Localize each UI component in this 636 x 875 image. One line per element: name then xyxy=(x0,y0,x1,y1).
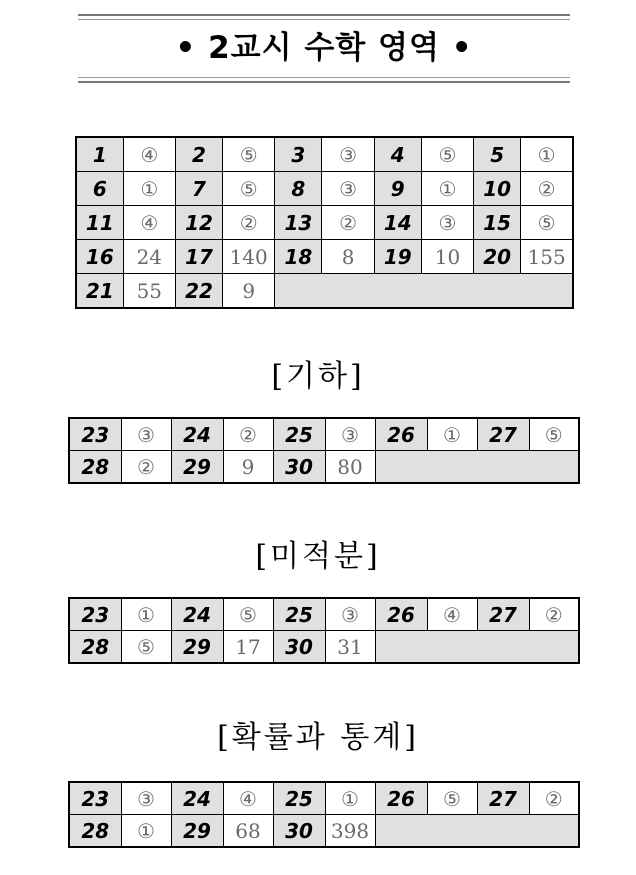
question-number: 20 xyxy=(474,240,521,274)
answer-value: ② xyxy=(223,418,273,451)
question-number: 30 xyxy=(273,451,325,484)
question-number: 21 xyxy=(76,274,123,309)
common-answer-table xyxy=(75,136,574,309)
answer-value: ③ xyxy=(325,418,375,451)
answer-value: 140 xyxy=(223,240,275,274)
answer-value: ⑤ xyxy=(427,782,477,815)
answer-value: ⑤ xyxy=(223,172,275,206)
answer-value: ④ xyxy=(427,598,477,631)
answer-value: ⑤ xyxy=(529,418,579,451)
question-number: 12 xyxy=(175,206,222,240)
question-number: 13 xyxy=(275,206,322,240)
answer-value: 8 xyxy=(322,240,374,274)
answer-value: ① xyxy=(427,418,477,451)
calculus-answer-table xyxy=(68,597,580,664)
answer-value: 9 xyxy=(223,274,275,309)
page-title: • 2교시 수학 영역 • xyxy=(175,30,473,66)
question-number: 23 xyxy=(69,598,121,631)
geometry-answer-table xyxy=(68,417,580,484)
answer-value: ① xyxy=(121,815,171,848)
answer-value: ① xyxy=(521,137,573,172)
question-number: 14 xyxy=(374,206,421,240)
answer-value: 31 xyxy=(325,631,375,664)
question-number: 26 xyxy=(375,598,427,631)
title-box xyxy=(78,14,570,84)
question-number: 24 xyxy=(171,418,223,451)
question-number: 1 xyxy=(76,137,123,172)
question-number: 5 xyxy=(474,137,521,172)
question-number: 4 xyxy=(374,137,421,172)
question-number: 24 xyxy=(171,598,223,631)
answer-value: ⑤ xyxy=(421,137,473,172)
answer-value: 80 xyxy=(325,451,375,484)
table-row xyxy=(76,137,573,172)
answer-value: 10 xyxy=(421,240,473,274)
question-number: 15 xyxy=(474,206,521,240)
question-number: 7 xyxy=(175,172,222,206)
answer-value: ① xyxy=(121,598,171,631)
question-number: 9 xyxy=(374,172,421,206)
question-number: 6 xyxy=(76,172,123,206)
question-number: 30 xyxy=(273,631,325,664)
empty-cell xyxy=(375,451,579,484)
question-number: 27 xyxy=(477,782,529,815)
answer-value: ⑤ xyxy=(121,631,171,664)
question-number: 28 xyxy=(69,631,121,664)
answer-value: ④ xyxy=(123,206,175,240)
answer-value: ③ xyxy=(121,418,171,451)
answer-value: ① xyxy=(325,782,375,815)
answer-value: 17 xyxy=(223,631,273,664)
question-number: 27 xyxy=(477,418,529,451)
question-number: 26 xyxy=(375,418,427,451)
question-number: 11 xyxy=(76,206,123,240)
title-rule-bottom xyxy=(78,81,570,83)
answer-value: ② xyxy=(529,782,579,815)
question-number: 3 xyxy=(275,137,322,172)
answer-value: ③ xyxy=(322,137,374,172)
table-row xyxy=(76,274,573,309)
question-number: 27 xyxy=(477,598,529,631)
question-number: 23 xyxy=(69,418,121,451)
answer-value: ③ xyxy=(421,206,473,240)
answer-value: 68 xyxy=(223,815,273,848)
table-row xyxy=(69,782,579,815)
geometry-heading: [기하] xyxy=(271,359,365,394)
table-row xyxy=(69,418,579,451)
question-number: 18 xyxy=(275,240,322,274)
answer-value: ⑤ xyxy=(223,598,273,631)
empty-cell xyxy=(375,631,579,664)
calculus-heading: [미적분] xyxy=(255,539,381,574)
answer-value: ⑤ xyxy=(521,206,573,240)
question-number: 28 xyxy=(69,815,121,848)
question-number: 29 xyxy=(171,815,223,848)
question-number: 17 xyxy=(175,240,222,274)
answer-value: ③ xyxy=(121,782,171,815)
question-number: 25 xyxy=(273,418,325,451)
answer-value: ② xyxy=(121,451,171,484)
statistics-heading: [확률과 통계] xyxy=(217,720,419,755)
question-number: 29 xyxy=(171,451,223,484)
answer-value: 9 xyxy=(223,451,273,484)
table-row xyxy=(76,172,573,206)
question-number: 22 xyxy=(175,274,222,309)
answer-value: 24 xyxy=(123,240,175,274)
answer-value: ③ xyxy=(322,172,374,206)
answer-value: 55 xyxy=(123,274,175,309)
table-row xyxy=(69,815,579,848)
question-number: 24 xyxy=(171,782,223,815)
answer-value: ④ xyxy=(123,137,175,172)
question-number: 2 xyxy=(175,137,222,172)
table-row xyxy=(76,240,573,274)
question-number: 19 xyxy=(374,240,421,274)
table-row xyxy=(69,631,579,664)
answer-value: ② xyxy=(322,206,374,240)
title-rule-top xyxy=(78,14,570,16)
title-rule-top-thin xyxy=(78,19,570,20)
question-number: 25 xyxy=(273,598,325,631)
title-rule-bottom-thin xyxy=(78,77,570,78)
empty-cell xyxy=(275,274,573,309)
answer-value: ③ xyxy=(325,598,375,631)
question-number: 30 xyxy=(273,815,325,848)
empty-cell xyxy=(375,815,579,848)
answer-value: ② xyxy=(223,206,275,240)
answer-value: 398 xyxy=(325,815,375,848)
answer-value: ② xyxy=(529,598,579,631)
table-row xyxy=(76,206,573,240)
question-number: 10 xyxy=(474,172,521,206)
answer-value: ⑤ xyxy=(223,137,275,172)
question-number: 23 xyxy=(69,782,121,815)
answer-value: ① xyxy=(421,172,473,206)
question-number: 26 xyxy=(375,782,427,815)
statistics-answer-table xyxy=(68,781,580,848)
answer-value: ① xyxy=(123,172,175,206)
question-number: 25 xyxy=(273,782,325,815)
question-number: 28 xyxy=(69,451,121,484)
table-row xyxy=(69,598,579,631)
answer-value: ② xyxy=(521,172,573,206)
question-number: 8 xyxy=(275,172,322,206)
answer-value: ④ xyxy=(223,782,273,815)
answer-value: 155 xyxy=(521,240,573,274)
question-number: 29 xyxy=(171,631,223,664)
table-row xyxy=(69,451,579,484)
question-number: 16 xyxy=(76,240,123,274)
